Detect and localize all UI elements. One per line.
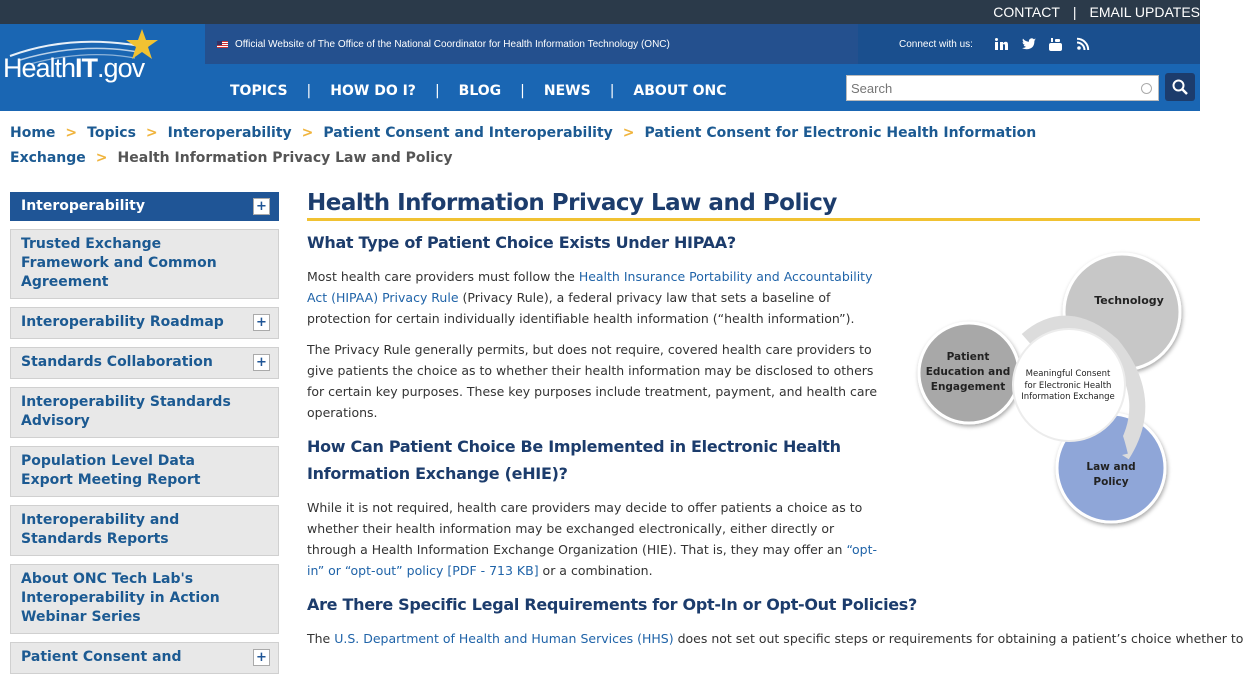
breadcrumb-home[interactable]: Home (10, 125, 56, 141)
search-button[interactable] (1165, 73, 1195, 101)
center-label-line2: for Electronic Health (1024, 381, 1112, 391)
sidebar-item-standards-reports[interactable] (10, 505, 279, 556)
sidebar-item-tefca[interactable] (10, 229, 279, 299)
expand-plus-icon[interactable]: + (253, 198, 270, 215)
breadcrumb-patient-consent-ehie[interactable]: Patient Consent for Electronic Health Information Exchange (10, 125, 1037, 166)
expand-plus-icon[interactable]: + (253, 649, 270, 666)
utility-bar (0, 0, 1200, 24)
meaningful-consent-diagram (917, 250, 1187, 530)
email-updates-link[interactable]: EMAIL UPDATES (1089, 4, 1200, 20)
connect-bar (858, 24, 1200, 64)
site-header (0, 24, 1200, 111)
breadcrumb-separator: > (301, 125, 314, 141)
sidebar-item-label: Interoperability and Standards Reports (21, 512, 180, 547)
sidebar-item-label: Trusted Exchange Framework and Common Agreement (21, 236, 217, 290)
sidebar-item-roadmap[interactable] (10, 307, 279, 339)
sidebar-item-standards-collaboration[interactable] (10, 347, 279, 379)
breadcrumb (10, 121, 1190, 171)
breadcrumb-interoperability[interactable]: Interoperability (167, 125, 292, 141)
connect-label: Connect with us: (899, 38, 973, 50)
logo-part-gov: .gov (97, 53, 145, 83)
sidebar-item-label: Interoperability Standards Advisory (21, 394, 231, 429)
nav-topics[interactable]: TOPICS (230, 83, 288, 99)
nav-how-do-i[interactable]: HOW DO I? (330, 83, 416, 99)
text-run: Most health care providers must follow the (307, 269, 579, 284)
us-flag-icon (217, 41, 228, 48)
sidebar-item-label: Patient Consent and (21, 649, 182, 665)
paragraph-ehie-choice (307, 497, 887, 581)
linkedin-icon[interactable] (995, 37, 1009, 51)
text-run: does not set out specific steps or requirements for obtaining a patient’s choice whether to (673, 631, 1243, 646)
sidebar-item-label: About ONC Tech Lab's Interoperability in Action Webinar Series (21, 571, 220, 625)
page-title: Health Information Privacy Law and Policy (307, 190, 1200, 221)
logo-part-health: Health (3, 53, 76, 83)
opt-in-opt-out-policy-link[interactable]: “opt-in” or “opt-out” policy [PDF - 713 KB] (307, 542, 877, 578)
nav-separator: | (609, 83, 615, 99)
nav-separator: | (520, 83, 525, 99)
search-input[interactable] (847, 77, 1137, 99)
paragraph-privacy-rule-permits: The Privacy Rule generally permits, but does not require, covered health care providers to give patients the choice as to whether their health information may be disclosed to others for certain key purposes. These key purposes include treatment, payment, and health care operations. (307, 342, 878, 420)
sidebar-item-patient-consent[interactable] (10, 642, 279, 674)
sidebar-header[interactable] (10, 192, 279, 221)
breadcrumb-current: Health Information Privacy Law and Policy (117, 150, 453, 166)
consent-venn-graphic (917, 250, 1187, 530)
nav-about-onc[interactable]: ABOUT ONC (633, 83, 727, 99)
youtube-icon[interactable] (1049, 37, 1063, 51)
patient-label-line3: Engagement (930, 381, 1006, 393)
main-navigation (230, 83, 727, 99)
logo-wordmark (3, 53, 144, 84)
nav-blog[interactable]: BLOG (458, 83, 502, 99)
center-label-line3: Information Exchange (1021, 392, 1115, 402)
breadcrumb-separator: > (145, 125, 158, 141)
utility-links (993, 0, 1200, 24)
patient-label-line1: Patient (946, 351, 990, 363)
center-label-line1: Meaningful Consent (1025, 369, 1111, 379)
section-heading-hipaa-choice: What Type of Patient Choice Exists Under HIPAA? (307, 233, 736, 252)
breadcrumb-patient-consent-interoperability[interactable]: Patient Consent and Interoperability (323, 125, 613, 141)
logo-part-it: IT (75, 53, 98, 83)
text-run: (Privacy Rule), a federal privacy law that sets a baseline of protection for certain individually identifiable health information (“health information”). (307, 290, 855, 326)
nav-news[interactable]: NEWS (543, 83, 591, 99)
sidebar (10, 192, 279, 674)
search-clear-icon[interactable] (1141, 83, 1152, 94)
technology-label: Technology (1094, 294, 1164, 307)
utility-separator: | (1072, 4, 1077, 20)
breadcrumb-separator: > (65, 125, 78, 141)
rss-icon[interactable] (1076, 37, 1090, 51)
search-icon (1172, 79, 1188, 95)
text-run: or a combination. (538, 563, 653, 578)
content-text-column (307, 229, 887, 581)
hhs-link[interactable]: U.S. Department of Health and Human Services (HHS) (334, 631, 674, 646)
breadcrumb-topics[interactable]: Topics (87, 125, 136, 141)
patient-label-line2: Education and (925, 366, 1011, 378)
sidebar-item-label: Standards Collaboration (21, 354, 213, 370)
contact-link[interactable]: CONTACT (993, 4, 1060, 20)
text-run: The (307, 631, 335, 646)
sidebar-item-label: Interoperability Roadmap (21, 314, 224, 330)
section-heading-legal-requirements: Are There Specific Legal Requirements for Opt-In or Opt-Out Policies? (307, 595, 918, 614)
official-website-banner (205, 24, 858, 64)
sidebar-item-population-data-export[interactable] (10, 446, 279, 497)
nav-separator: | (434, 83, 440, 99)
text-run: While it is not required, health care providers may decide to offer patients a choice as to whether their health information may be exchanged electronically, either directly or through a Health Information Exchange Organization (HIE). That is, they may offer an (307, 500, 863, 557)
expand-plus-icon[interactable]: + (253, 354, 270, 371)
paragraph-hhs-requirements (307, 628, 1243, 649)
expand-plus-icon[interactable]: + (253, 314, 270, 331)
sidebar-header-label: Interoperability (21, 198, 145, 214)
paragraph-privacy-rule (307, 266, 887, 329)
sidebar-item-label: Population Level Data Export Meeting Report (21, 453, 201, 488)
official-website-text: Official Website of The Office of the National Coordinator for Health Information Technology (ONC) (235, 38, 670, 50)
nav-separator: | (306, 83, 312, 99)
hipaa-privacy-rule-link[interactable]: Health Insurance Portability and Accountability Act (HIPAA) Privacy Rule (307, 269, 873, 305)
sidebar-item-tech-lab-webinar[interactable] (10, 564, 279, 634)
healthit-logo[interactable] (0, 24, 205, 111)
law-label-line1: Law and (1086, 461, 1136, 473)
sidebar-item-isa[interactable] (10, 387, 279, 438)
twitter-icon[interactable] (1022, 37, 1036, 51)
law-label-line2: Policy (1093, 476, 1129, 488)
search-box (846, 75, 1159, 101)
section-heading-ehie-choice: How Can Patient Choice Be Implemented in Electronic Health Information Exchange (eHIE)? (307, 437, 841, 483)
breadcrumb-separator: > (95, 150, 108, 166)
breadcrumb-separator: > (622, 125, 635, 141)
